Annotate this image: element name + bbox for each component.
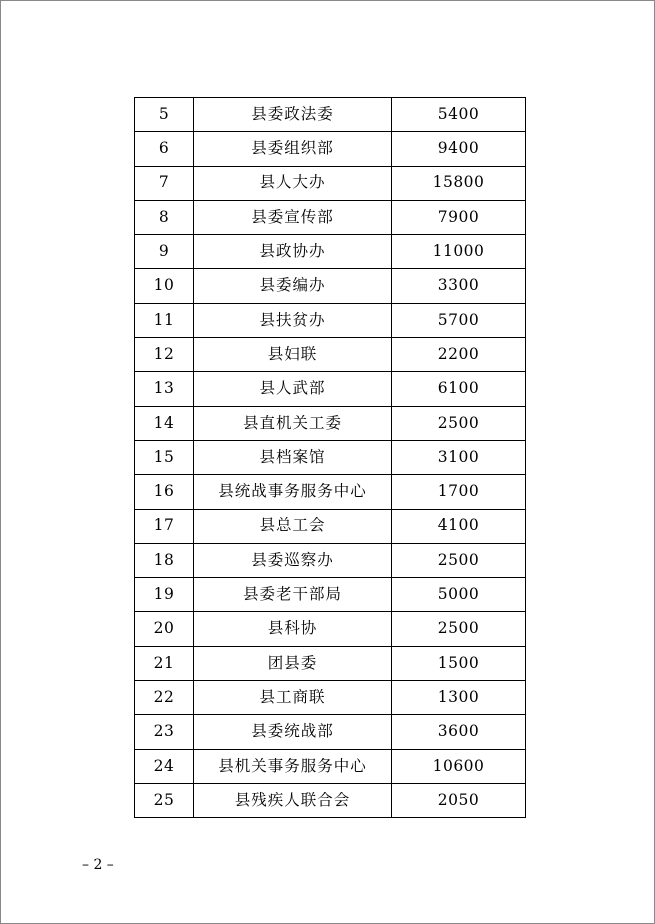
amount-cell: 11000 — [392, 235, 526, 269]
table-row — [135, 578, 526, 612]
amount-cell: 5400 — [392, 98, 526, 132]
table-body — [135, 98, 526, 818]
allocation-table-wrapper — [134, 97, 525, 818]
unit-name-cell: 县政协办 — [194, 235, 392, 269]
table-row — [135, 715, 526, 749]
unit-name-cell: 县残疾人联合会 — [194, 783, 392, 817]
row-number-cell: 20 — [135, 612, 194, 646]
table-row — [135, 372, 526, 406]
amount-cell: 7900 — [392, 200, 526, 234]
row-number-cell: 7 — [135, 166, 194, 200]
amount-cell: 3600 — [392, 715, 526, 749]
amount-cell: 15800 — [392, 166, 526, 200]
table-row — [135, 440, 526, 474]
row-number-cell: 19 — [135, 578, 194, 612]
amount-cell: 5000 — [392, 578, 526, 612]
table-row — [135, 303, 526, 337]
table-row — [135, 338, 526, 372]
table-row — [135, 98, 526, 132]
unit-name-cell: 县委政法委 — [194, 98, 392, 132]
table-row — [135, 166, 526, 200]
row-number-cell: 10 — [135, 269, 194, 303]
unit-name-cell: 县人武部 — [194, 372, 392, 406]
row-number-cell: 5 — [135, 98, 194, 132]
row-number-cell: 21 — [135, 646, 194, 680]
table-row — [135, 406, 526, 440]
amount-cell: 2500 — [392, 612, 526, 646]
amount-cell: 2500 — [392, 543, 526, 577]
amount-cell: 10600 — [392, 749, 526, 783]
amount-cell: 9400 — [392, 132, 526, 166]
unit-name-cell: 团县委 — [194, 646, 392, 680]
row-number-cell: 24 — [135, 749, 194, 783]
table-row — [135, 612, 526, 646]
unit-name-cell: 县委老干部局 — [194, 578, 392, 612]
unit-name-cell: 县统战事务服务中心 — [194, 475, 392, 509]
unit-name-cell: 县委巡察办 — [194, 543, 392, 577]
table-row — [135, 475, 526, 509]
row-number-cell: 9 — [135, 235, 194, 269]
unit-name-cell: 县工商联 — [194, 681, 392, 715]
row-number-cell: 12 — [135, 338, 194, 372]
row-number-cell: 15 — [135, 440, 194, 474]
unit-name-cell: 县总工会 — [194, 509, 392, 543]
unit-name-cell: 县委组织部 — [194, 132, 392, 166]
amount-cell: 4100 — [392, 509, 526, 543]
row-number-cell: 8 — [135, 200, 194, 234]
row-number-cell: 6 — [135, 132, 194, 166]
unit-name-cell: 县委统战部 — [194, 715, 392, 749]
allocation-table — [134, 97, 526, 818]
amount-cell: 1300 — [392, 681, 526, 715]
amount-cell: 1700 — [392, 475, 526, 509]
row-number-cell: 14 — [135, 406, 194, 440]
amount-cell: 2050 — [392, 783, 526, 817]
unit-name-cell: 县人大办 — [194, 166, 392, 200]
unit-name-cell: 县科协 — [194, 612, 392, 646]
amount-cell: 2200 — [392, 338, 526, 372]
amount-cell: 3100 — [392, 440, 526, 474]
table-row — [135, 235, 526, 269]
row-number-cell: 23 — [135, 715, 194, 749]
amount-cell: 6100 — [392, 372, 526, 406]
table-row — [135, 783, 526, 817]
unit-name-cell: 县扶贫办 — [194, 303, 392, 337]
row-number-cell: 17 — [135, 509, 194, 543]
row-number-cell: 25 — [135, 783, 194, 817]
amount-cell: 2500 — [392, 406, 526, 440]
row-number-cell: 22 — [135, 681, 194, 715]
unit-name-cell: 县机关事务服务中心 — [194, 749, 392, 783]
amount-cell: 5700 — [392, 303, 526, 337]
amount-cell: 1500 — [392, 646, 526, 680]
table-row — [135, 646, 526, 680]
table-row — [135, 200, 526, 234]
row-number-cell: 18 — [135, 543, 194, 577]
page-number: – 2 – — [82, 857, 114, 873]
unit-name-cell: 县直机关工委 — [194, 406, 392, 440]
table-row — [135, 509, 526, 543]
table-row — [135, 681, 526, 715]
table-row — [135, 749, 526, 783]
table-row — [135, 269, 526, 303]
table-row — [135, 132, 526, 166]
unit-name-cell: 县档案馆 — [194, 440, 392, 474]
amount-cell: 3300 — [392, 269, 526, 303]
unit-name-cell: 县委宣传部 — [194, 200, 392, 234]
unit-name-cell: 县妇联 — [194, 338, 392, 372]
unit-name-cell: 县委编办 — [194, 269, 392, 303]
row-number-cell: 13 — [135, 372, 194, 406]
table-row — [135, 543, 526, 577]
row-number-cell: 11 — [135, 303, 194, 337]
row-number-cell: 16 — [135, 475, 194, 509]
